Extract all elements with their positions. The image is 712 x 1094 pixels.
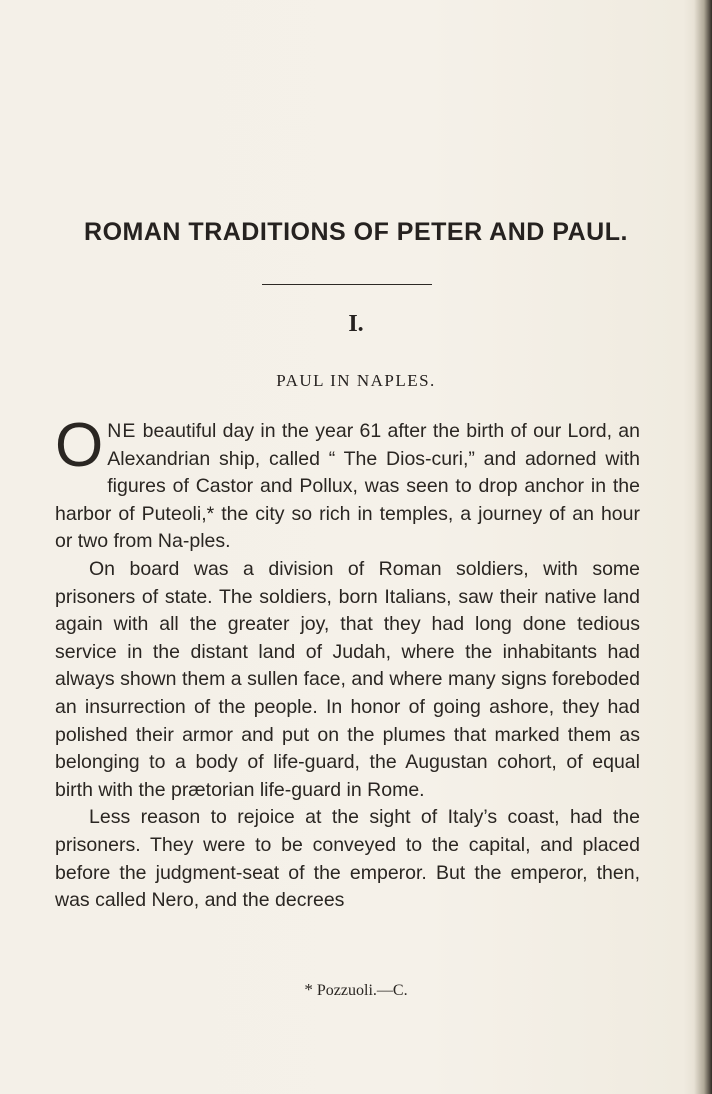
title-divider-rule [262, 284, 432, 285]
chapter-body [55, 411, 640, 915]
drop-cap-letter: O [55, 411, 104, 480]
paragraph-3: Less reason to rejoice at the sight of Italy’s coast, had the prisoners. They were to be conveyed to the capital, and placed before the judgment-seat of the emperor. But the emperor, then, was called Nero, and the decrees [55, 806, 640, 912]
page-edge-shadow [694, 0, 712, 1094]
footnote-mark: * [304, 980, 313, 999]
paragraph-2: On board was a division of Roman soldiers, with some prisoners of state. The soldiers, born Italians, saw their native land again with all the greater joy, that they had long done tedious service in the distant land of Judah, where the inhabitants had always shown them a sullen face, and where many signs foreboded an insurrection of the people. In honor of going ashore, they had polished their armor and put on the plumes that marked them as belonging to a body of life-guard, the Augustan cohort, of equal birth with the prætorian life-guard in Rome. [55, 557, 640, 801]
paragraph-1-text: beautiful day in the year 61 after the birth of our Lord, an Alexandrian ship, called “ The Dios-curi,” and adorned with figures of Castor and Pollux, was seen to drop anchor in the harbor of Puteoli, [55, 420, 640, 525]
footnote-reference-mark: * [206, 502, 215, 525]
chapter-number: I. [348, 311, 364, 337]
paragraph-1 [55, 411, 640, 556]
paragraph-1-text-continued: the city so rich in temples, a journey of an hour or two from Na-ples. [55, 502, 640, 553]
first-word-caps: NE [107, 420, 137, 442]
footnote-text: Pozzuoli.—C. [312, 982, 408, 999]
footnote [0, 980, 712, 1000]
book-title: ROMAN TRADITIONS OF PETER AND PAUL. [84, 218, 628, 246]
chapter-title: PAUL IN NAPLES. [276, 371, 436, 390]
